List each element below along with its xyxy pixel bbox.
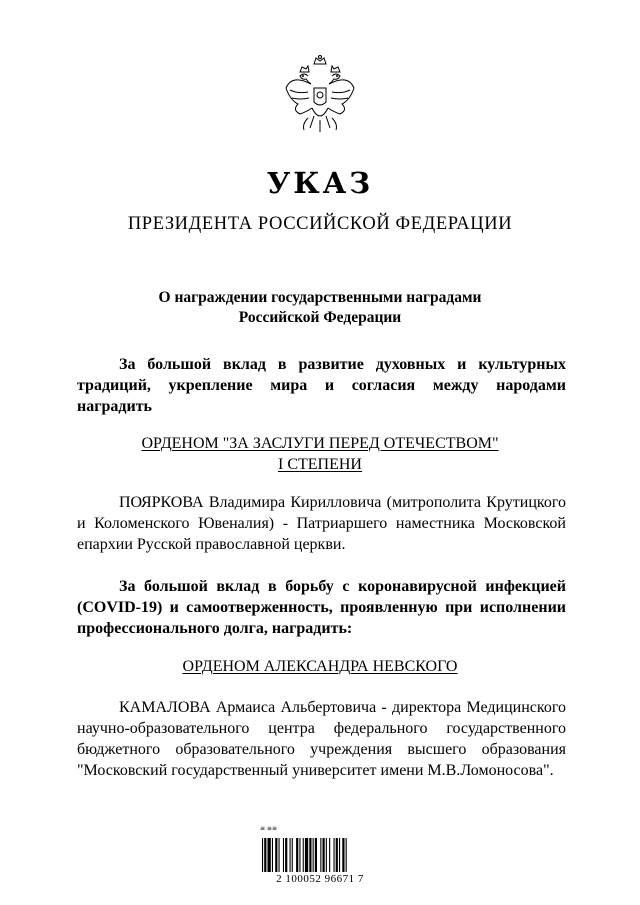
barcode-bar bbox=[275, 838, 277, 872]
order-line: ОРДЕНОМ "ЗА ЗАСЛУГИ ПЕРЕД ОТЕЧЕСТВОМ" bbox=[141, 435, 499, 452]
order-line: I СТЕПЕНИ bbox=[278, 456, 362, 473]
intro-line: (COVID-19) и самоотверженность, проявленную при исполнении bbox=[77, 599, 566, 616]
barcode-bar bbox=[285, 838, 287, 872]
heading-line: О награждении государственными наградами bbox=[158, 289, 482, 306]
section2-intro bbox=[77, 576, 566, 639]
barcode-bar bbox=[346, 838, 347, 872]
barcode-bar bbox=[296, 838, 298, 872]
barcode-bar bbox=[290, 838, 291, 872]
order-line: ОРДЕНОМ АЛЕКСАНДРА НЕВСКОГО bbox=[182, 658, 458, 675]
barcode-bar bbox=[305, 838, 308, 872]
barcode-bar bbox=[334, 838, 335, 872]
heading-line: Российской Федерации bbox=[238, 309, 402, 326]
barcode-bar bbox=[272, 838, 273, 872]
recipient-line: епархии Русской православной церкви. bbox=[77, 536, 346, 553]
barcode-bar bbox=[264, 838, 266, 872]
section1-intro bbox=[77, 354, 566, 417]
barcode bbox=[254, 825, 386, 885]
recipient-line: научно-образовательного центра федерального государственного bbox=[77, 720, 566, 737]
barcode-bar bbox=[309, 838, 311, 872]
barcode-bars bbox=[262, 838, 378, 872]
recipient-line: бюджетного образовательного учреждения высшего образования bbox=[77, 741, 566, 758]
order-fatherland-merit bbox=[0, 433, 640, 475]
intro-line: профессионального долга, наградить: bbox=[77, 620, 353, 637]
barcode-number: 2 100052 96671 7 bbox=[276, 873, 364, 885]
intro-line: наградить bbox=[77, 398, 153, 415]
recipient-line: "Московский государственный университет имени М.В.Ломоносова". bbox=[77, 762, 554, 779]
barcode-bar bbox=[262, 838, 263, 872]
recipient-line: КАМАЛОВА Армаиса Альбертовича - директора Медицинского bbox=[119, 699, 566, 716]
recipient-line: ПОЯРКОВА Владимира Кирилловича (митрополита Крутицкого bbox=[119, 494, 566, 511]
barcode-mark: ≡ ≡≡ bbox=[260, 825, 277, 832]
barcode-bar bbox=[336, 838, 338, 872]
recipient-kamalov bbox=[77, 697, 566, 781]
intro-line: За большой вклад в борьбу с коронавирусной инфекцией bbox=[119, 578, 566, 595]
barcode-bar bbox=[326, 838, 327, 872]
barcode-bar bbox=[329, 838, 330, 872]
barcode-bar bbox=[292, 838, 293, 872]
barcode-bar bbox=[339, 838, 340, 872]
barcode-bar bbox=[313, 838, 314, 872]
barcode-bar bbox=[299, 838, 300, 872]
barcode-bar bbox=[320, 838, 321, 872]
barcode-bar bbox=[279, 838, 280, 872]
barcode-bar bbox=[315, 838, 317, 872]
recipient-line: и Коломенского Ювеналия) - Патриаршего наместника Московской bbox=[77, 515, 566, 532]
decree-subtitle: ПРЕЗИДЕНТА РОССИЙСКОЙ ФЕДЕРАЦИИ bbox=[127, 214, 513, 234]
barcode-bar bbox=[303, 838, 304, 872]
barcode-bar bbox=[283, 838, 284, 872]
barcode-bar bbox=[323, 838, 325, 872]
intro-line: традиций, укрепление мира и согласия между народами bbox=[77, 377, 566, 394]
decree-heading bbox=[0, 288, 640, 328]
order-alexander-nevsky bbox=[0, 656, 640, 677]
recipient-poyarkov bbox=[77, 492, 566, 555]
barcode-bar bbox=[268, 838, 271, 872]
coat-of-arms-emblem bbox=[278, 54, 362, 146]
barcode-bar bbox=[342, 838, 344, 872]
decree-title: УКАЗ bbox=[266, 166, 374, 200]
intro-line: За большой вклад в развитие духовных и культурных bbox=[119, 356, 566, 373]
